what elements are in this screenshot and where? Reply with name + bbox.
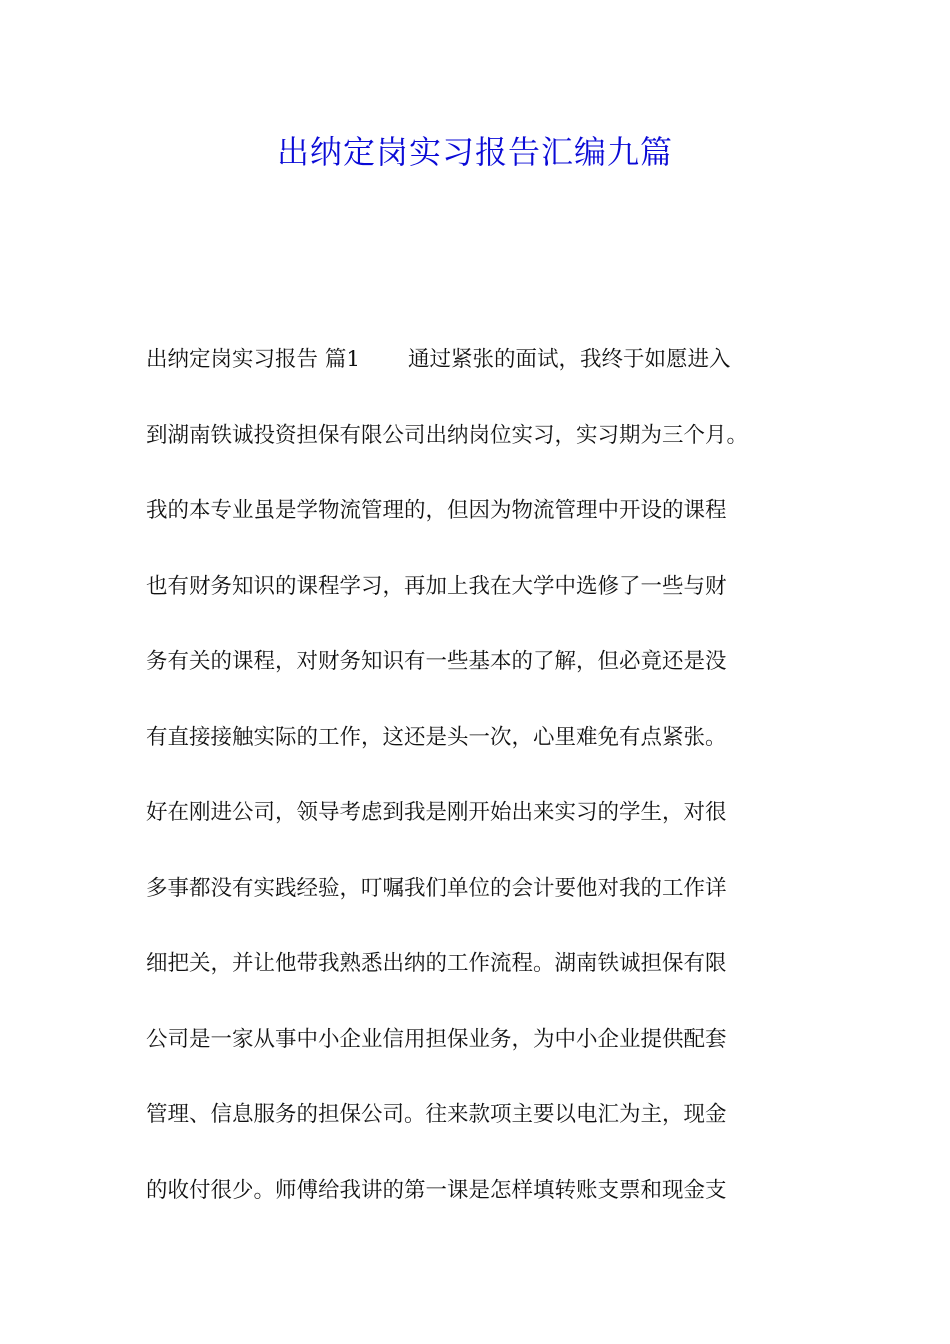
first-line-text: 通过紧张的面试，我终于如愿进入: [408, 347, 731, 372]
document-title: 出纳定岗实习报告汇编九篇: [276, 133, 673, 171]
body-line: 到湖南铁诚投资担保有限公司出纳岗位实习，实习期为三个月。: [146, 422, 749, 448]
body-line: 细把关，并让他带我熟悉出纳的工作流程。湖南铁诚担保有限: [146, 951, 727, 976]
body-line: 管理、信息服务的担保公司。往来款项主要以电汇为主，现金: [146, 1102, 727, 1127]
body-line: 有直接接触实际的工作，这还是头一次，心里难免有点紧张。: [146, 724, 727, 750]
body-line-1: [146, 340, 826, 416]
body-line: 的收付很少。师傅给我讲的第一课是怎样填转账支票和现金支: [146, 1177, 727, 1203]
body-line: 也有财务知识的课程学习，再加上我在大学中选修了一些与财: [146, 573, 727, 599]
body-line: 务有关的课程，对财务知识有一些基本的了解，但必竟还是没: [146, 649, 727, 674]
body-line: 我的本专业虽是学物流管理的，但因为物流管理中开设的课程: [146, 498, 727, 523]
section-label: 出纳定岗实习报告 篇1: [146, 347, 361, 372]
body-line: 多事都没有实践经验，叮嘱我们单位的会计要他对我的工作详: [146, 875, 727, 901]
body-line: 公司是一家从事中小企业信用担保业务，为中小企业提供配套: [146, 1026, 727, 1052]
document-body: [146, 340, 826, 1246]
body-line: 好在刚进公司，领导考虑到我是刚开始出来实习的学生，对很: [146, 800, 727, 825]
